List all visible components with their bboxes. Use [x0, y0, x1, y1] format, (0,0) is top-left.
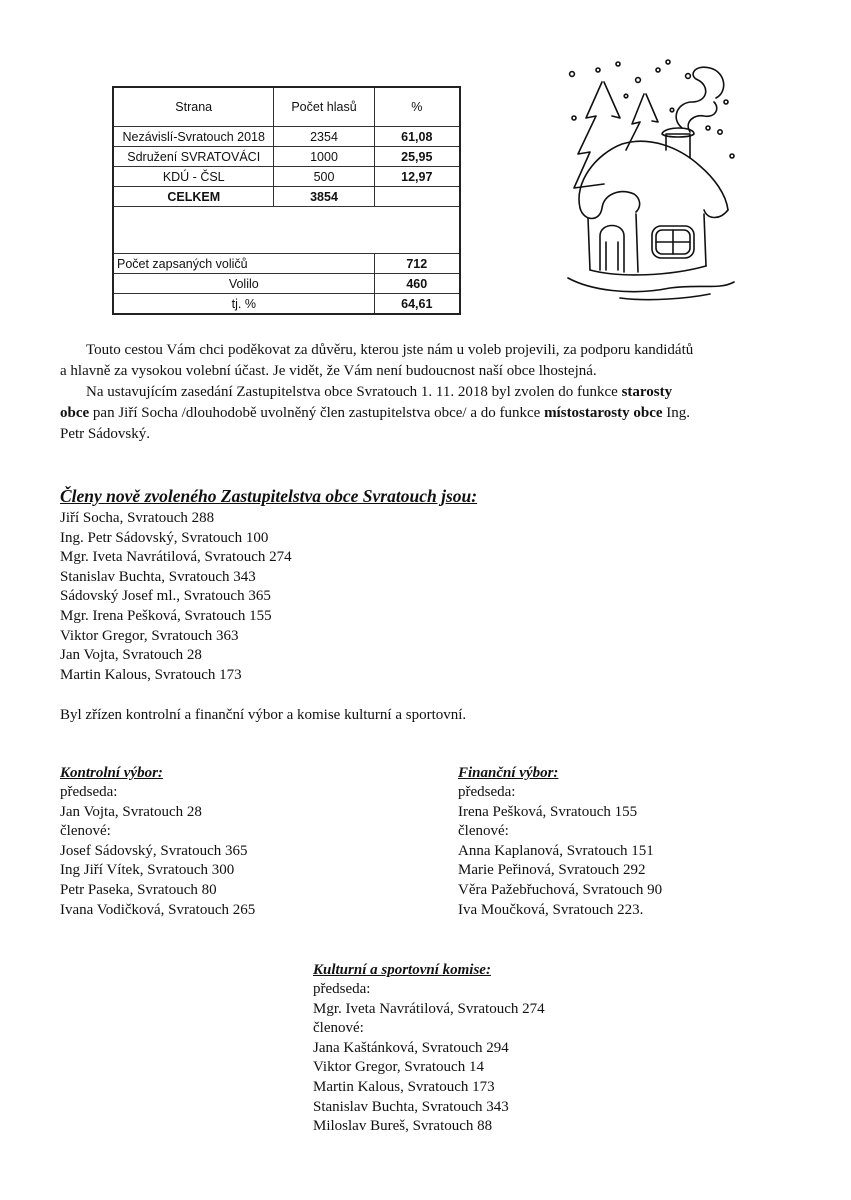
list-item: Ing. Petr Sádovský, Svratouch 100 — [60, 529, 269, 546]
intro-text: Na ustavujícím zasedání Zastupitelstva obce Svratouch 1. 11. 2018 byl zvolen do funkce — [86, 384, 622, 400]
party-name: Nezávislí-Svratouch 2018 — [113, 127, 274, 147]
list-item: Viktor Gregor, Svratouch 363 — [60, 627, 239, 644]
financni-list — [458, 783, 662, 920]
header-party: Strana — [113, 87, 274, 127]
council-member-list — [60, 509, 292, 685]
council-heading: Členy nově zvoleného Zastupitelstva obce Svratouch jsou: — [60, 486, 478, 506]
list-item: Stanislav Buchta, Svratouch 343 — [313, 1098, 509, 1115]
turnout-value: 460 — [374, 274, 460, 294]
spacer-cell — [113, 207, 460, 254]
total-row — [113, 187, 460, 207]
party-name: KDÚ - ČSL — [113, 167, 274, 187]
committees-note: Byl zřízen kontrolní a finanční výbor a komise kulturní a sportovní. — [60, 707, 467, 723]
party-votes: 500 — [274, 167, 374, 187]
party-name: Sdružení SVRATOVÁCI — [113, 147, 274, 167]
intro-line: a hlavně za vysokou volební účast. Je vidět, že Vám není budoucnost naší obce lhostejná. — [60, 363, 597, 379]
list-item: Stanislav Buchta, Svratouch 343 — [60, 568, 256, 585]
chair-name: Jan Vojta, Svratouch 28 — [60, 803, 202, 820]
party-percent: 25,95 — [374, 147, 460, 167]
list-item: Marie Peřinová, Svratouch 292 — [458, 862, 646, 879]
party-votes: 1000 — [274, 147, 374, 167]
list-item: Věra Pažebřuchová, Svratouch 90 — [458, 881, 663, 898]
turnout-row — [113, 294, 460, 315]
header-votes: Počet hlasů — [274, 87, 374, 127]
intro-bold: starosty — [621, 384, 673, 400]
snowy-house-icon — [560, 58, 740, 302]
turnout-row — [113, 274, 460, 294]
list-item: Jiří Socha, Svratouch 288 — [60, 510, 215, 526]
intro-line: Petr Sádovský. — [60, 426, 150, 442]
turnout-label: tj. % — [113, 294, 374, 315]
table-row — [113, 147, 460, 167]
header-percent: % — [374, 87, 460, 127]
intro-bold: místostarosty obce — [544, 405, 663, 421]
intro-text: pan Jiří Socha /dlouhodobě uvolněný člen zastupitelstva obce/ a do funkce — [89, 405, 545, 421]
turnout-row — [113, 254, 460, 274]
chair-label: předseda: — [458, 784, 516, 800]
party-percent: 61,08 — [374, 127, 460, 147]
party-votes: 2354 — [274, 127, 374, 147]
members-label: členové: — [313, 1020, 364, 1037]
intro-line — [60, 403, 690, 424]
intro-text: Ing. — [662, 405, 691, 421]
list-item: Martin Kalous, Svratouch 173 — [60, 666, 242, 683]
turnout-label: Volilo — [113, 274, 374, 294]
list-item: Iva Moučková, Svratouch 223. — [458, 901, 644, 918]
list-item: Martin Kalous, Svratouch 173 — [313, 1078, 495, 1095]
financni-title: Finanční výbor: — [458, 765, 559, 781]
list-item: Anna Kaplanová, Svratouch 151 — [458, 842, 654, 859]
turnout-label: Počet zapsaných voličů — [113, 254, 374, 274]
turnout-value: 712 — [374, 254, 460, 274]
list-item: Petr Paseka, Svratouch 80 — [60, 881, 217, 898]
list-item: Ing Jiří Vítek, Svratouch 300 — [60, 862, 235, 879]
total-label: CELKEM — [113, 187, 274, 207]
list-item: Josef Sádovský, Svratouch 365 — [60, 842, 248, 859]
intro-line: Touto cestou Vám chci poděkovat za důvěru, kterou jste nám u voleb projevili, za podporu kandidátů — [86, 342, 694, 358]
chair-label: předseda: — [313, 981, 371, 997]
kontrolni-title: Kontrolní výbor: — [60, 765, 163, 781]
turnout-value: 64,61 — [374, 294, 460, 315]
chair-name: Mgr. Iveta Navrátilová, Svratouch 274 — [313, 1000, 545, 1017]
table-header-row — [113, 87, 460, 127]
list-item: Viktor Gregor, Svratouch 14 — [313, 1059, 484, 1076]
intro-line — [86, 382, 672, 403]
total-votes: 3854 — [274, 187, 374, 207]
members-label: členové: — [458, 823, 509, 840]
list-item: Miloslav Bureš, Svratouch 88 — [313, 1118, 493, 1135]
list-item: Mgr. Iveta Navrátilová, Svratouch 274 — [60, 549, 292, 566]
list-item: Ivana Vodičková, Svratouch 265 — [60, 901, 256, 918]
spacer-row — [113, 207, 460, 254]
table-row — [113, 127, 460, 147]
election-results-table — [112, 86, 461, 315]
intro-bold: obce — [60, 405, 90, 421]
total-percent-empty — [374, 187, 460, 207]
members-label: členové: — [60, 823, 111, 840]
kulturni-title: Kulturní a sportovní komise: — [313, 962, 491, 978]
kulturni-list — [313, 980, 545, 1137]
list-item: Jana Kaštánková, Svratouch 294 — [313, 1039, 509, 1056]
kontrolni-list — [60, 783, 255, 920]
table-row — [113, 167, 460, 187]
list-item: Jan Vojta, Svratouch 28 — [60, 647, 202, 664]
chair-name: Irena Pešková, Svratouch 155 — [458, 803, 638, 820]
chair-label: předseda: — [60, 784, 118, 800]
list-item: Sádovský Josef ml., Svratouch 365 — [60, 588, 271, 605]
list-item: Mgr. Irena Pešková, Svratouch 155 — [60, 607, 272, 624]
party-percent: 12,97 — [374, 167, 460, 187]
